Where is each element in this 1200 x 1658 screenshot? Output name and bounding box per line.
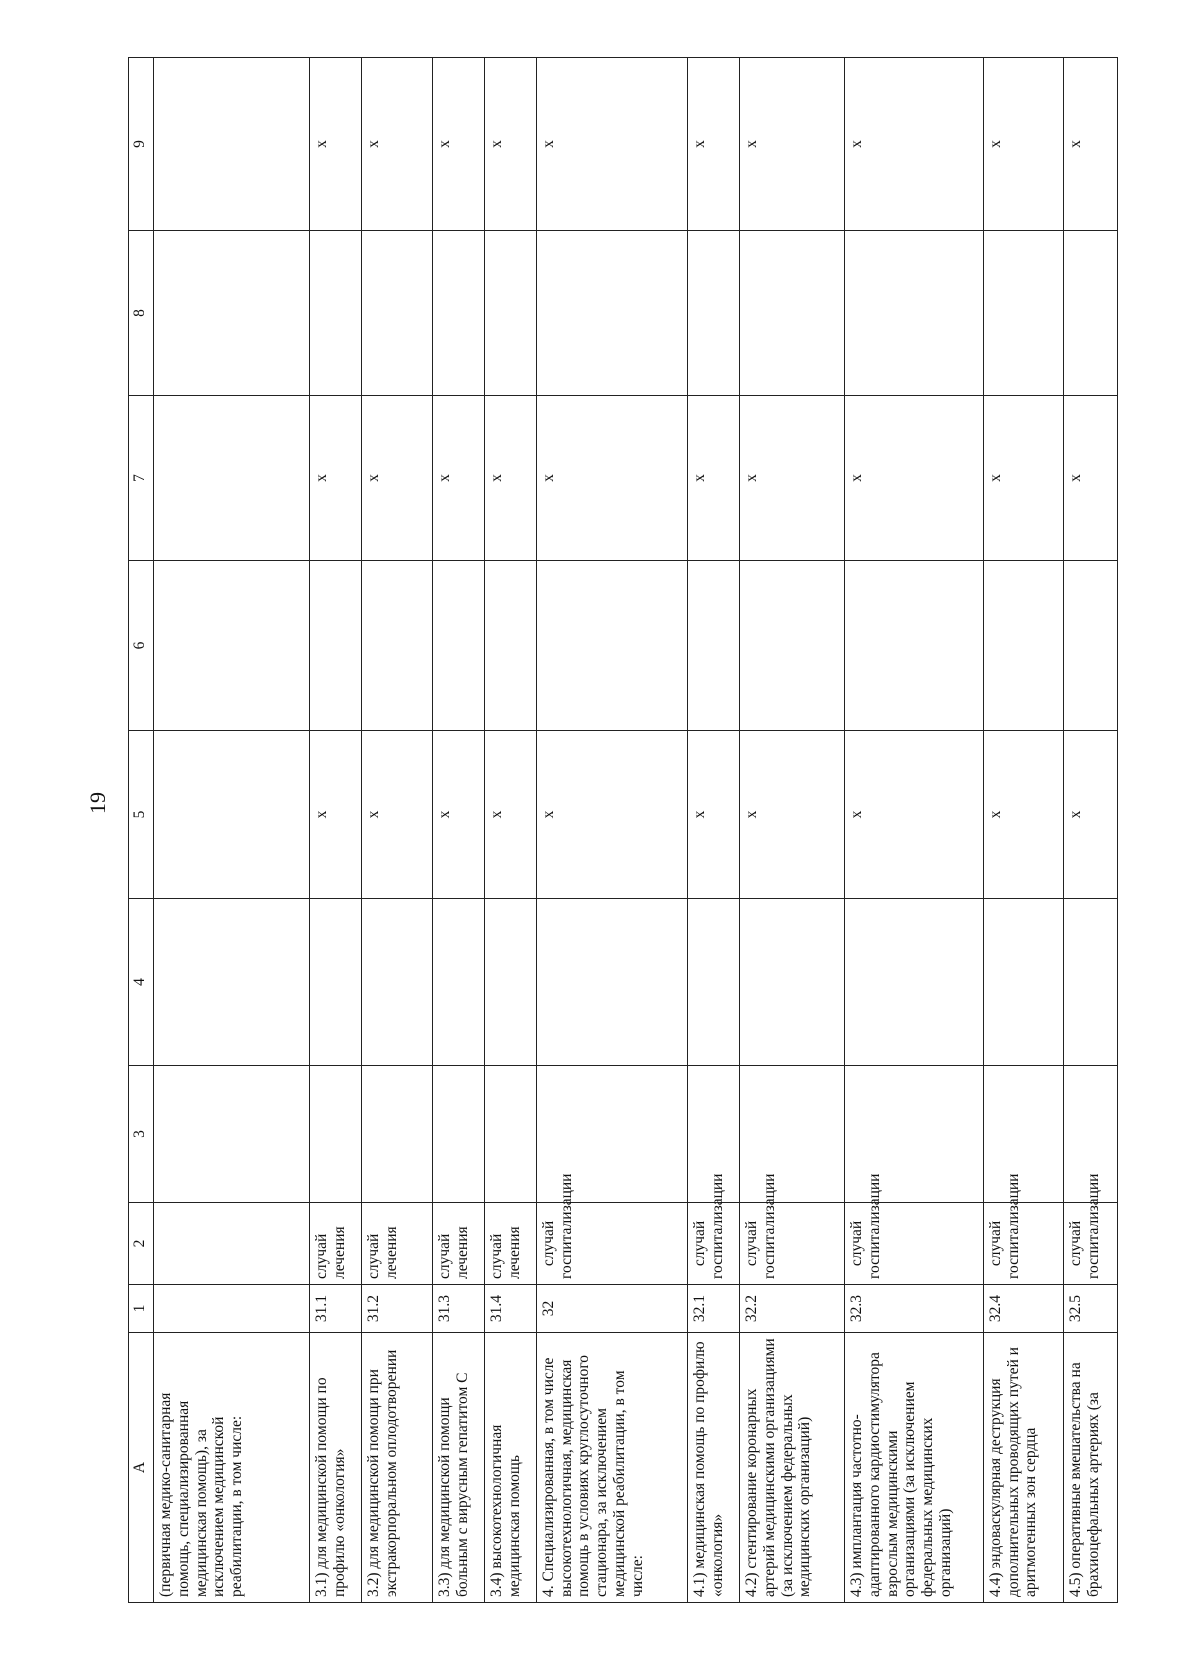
value-cell: х (983, 731, 1063, 899)
value-cell (740, 231, 845, 396)
value-cell (983, 899, 1063, 1066)
unit-cell: случай госпитализации (536, 1203, 687, 1285)
value-cell: х (1064, 58, 1118, 231)
value-cell (154, 899, 310, 1066)
value-cell: х (740, 396, 845, 561)
row-number (154, 1285, 310, 1333)
value-cell (310, 231, 362, 396)
header-cell: 9 (129, 58, 154, 231)
row-number: 31.2 (362, 1285, 433, 1333)
page-number: 19 (85, 792, 110, 814)
value-cell: х (844, 396, 983, 561)
unit-cell: случай лечения (484, 1203, 536, 1285)
table-container (128, 58, 1118, 1603)
value-cell (983, 231, 1063, 396)
row-label: 3.2) для медицинской помощи при экстракорпоральном оплодотворении (362, 1333, 433, 1603)
value-cell (536, 561, 687, 731)
table-row (362, 58, 433, 1603)
row-label: 4.5) оперативные вмешательства на брахиоцефальных артериях (за (1064, 1333, 1118, 1603)
row-number: 32.3 (844, 1285, 983, 1333)
header-cell: 6 (129, 561, 154, 731)
table-row (1064, 58, 1118, 1603)
value-cell (844, 899, 983, 1066)
value-cell (536, 231, 687, 396)
unit-cell: случай лечения (362, 1203, 433, 1285)
unit-cell: случай госпитализации (844, 1203, 983, 1285)
value-cell (362, 899, 433, 1066)
data-table (128, 57, 1118, 1603)
value-cell (1064, 231, 1118, 396)
value-cell (154, 561, 310, 731)
value-cell (740, 561, 845, 731)
value-cell (983, 561, 1063, 731)
header-cell: 8 (129, 231, 154, 396)
unit-cell: случай госпитализации (983, 1203, 1063, 1285)
value-cell (310, 561, 362, 731)
row-number: 32 (536, 1285, 687, 1333)
table-row (484, 58, 536, 1603)
row-number: 32.2 (740, 1285, 845, 1333)
value-cell: х (740, 731, 845, 899)
row-label: 4.2) стентирование коронарных артерий медицинскими организациями (за исключением федеральных медицинских организаций) (740, 1333, 845, 1603)
value-cell: х (983, 396, 1063, 561)
value-cell (484, 231, 536, 396)
unit-cell: случай лечения (310, 1203, 362, 1285)
unit-cell: случай госпитализации (1064, 1203, 1118, 1285)
value-cell: х (1064, 731, 1118, 899)
table-row (844, 58, 983, 1603)
value-cell (740, 899, 845, 1066)
value-cell (983, 1066, 1063, 1203)
table-row (310, 58, 362, 1603)
row-label: 4.4) эндоваскулярная деструкция дополнительных проводящих путей и аритмогенных зон сердца (983, 1333, 1063, 1603)
header-cell: 4 (129, 899, 154, 1066)
value-cell (154, 396, 310, 561)
value-cell: х (688, 396, 740, 561)
header-cell: 1 (129, 1285, 154, 1333)
table-row (536, 58, 687, 1603)
value-cell: х (983, 58, 1063, 231)
value-cell (844, 231, 983, 396)
value-cell (740, 1066, 845, 1203)
value-cell (688, 899, 740, 1066)
value-cell (154, 731, 310, 899)
value-cell (1064, 561, 1118, 731)
value-cell: х (432, 731, 484, 899)
value-cell: х (484, 58, 536, 231)
value-cell (432, 561, 484, 731)
row-label: 4.1) медицинская помощь по профилю «онкология» (688, 1333, 740, 1603)
row-label: 3.1) для медицинской помощи по профилю «онкология» (310, 1333, 362, 1603)
table-row (688, 58, 740, 1603)
value-cell (310, 1066, 362, 1203)
value-cell (688, 561, 740, 731)
value-cell (484, 561, 536, 731)
value-cell (484, 899, 536, 1066)
value-cell (362, 561, 433, 731)
value-cell (362, 1066, 433, 1203)
value-cell (432, 899, 484, 1066)
value-cell: х (484, 396, 536, 561)
value-cell (536, 899, 687, 1066)
value-cell (688, 231, 740, 396)
value-cell: х (362, 731, 433, 899)
value-cell: х (310, 731, 362, 899)
value-cell (1064, 899, 1118, 1066)
value-cell: х (536, 396, 687, 561)
unit-cell: случай госпитализации (688, 1203, 740, 1285)
value-cell: х (310, 396, 362, 561)
row-label: 3.3) для медицинской помощи больным с вирусным гепатитом С (432, 1333, 484, 1603)
table-row (154, 58, 310, 1603)
value-cell: х (310, 58, 362, 231)
value-cell (154, 1066, 310, 1203)
value-cell: х (536, 58, 687, 231)
header-row (129, 58, 154, 1603)
value-cell (154, 231, 310, 396)
value-cell: х (362, 58, 433, 231)
value-cell: х (432, 58, 484, 231)
value-cell: х (362, 396, 433, 561)
value-cell (154, 58, 310, 231)
value-cell (844, 561, 983, 731)
row-number: 32.4 (983, 1285, 1063, 1333)
header-cell: 2 (129, 1203, 154, 1285)
row-label: 3.4) высокотехнологичная медицинская помощь (484, 1333, 536, 1603)
header-cell: 3 (129, 1066, 154, 1203)
row-label: (первичная медико-санитарная помощь, специализированная медицинская помощь), за исключением медицинской реабилитации, в том числе: (154, 1333, 310, 1603)
table-row (740, 58, 845, 1603)
value-cell: х (740, 58, 845, 231)
value-cell: х (432, 396, 484, 561)
value-cell (362, 231, 433, 396)
value-cell (484, 1066, 536, 1203)
header-cell: 5 (129, 731, 154, 899)
table-row (432, 58, 484, 1603)
row-number: 31.4 (484, 1285, 536, 1333)
header-cell: 7 (129, 396, 154, 561)
value-cell (310, 899, 362, 1066)
value-cell (432, 1066, 484, 1203)
unit-cell: случай госпитализации (740, 1203, 845, 1285)
row-number: 32.5 (1064, 1285, 1118, 1333)
value-cell (432, 231, 484, 396)
row-number: 31.3 (432, 1285, 484, 1333)
value-cell: х (844, 731, 983, 899)
unit-cell (154, 1203, 310, 1285)
value-cell: х (688, 58, 740, 231)
value-cell: х (688, 731, 740, 899)
header-cell: А (129, 1333, 154, 1603)
row-number: 32.1 (688, 1285, 740, 1333)
unit-cell: случай лечения (432, 1203, 484, 1285)
row-label: 4.3) имплантация частотно-адаптированного кардиостимулятора взрослым медицинскими организациями (за исключением федеральных медицинских организаций) (844, 1333, 983, 1603)
row-label: 4. Специализированная, в том числе высокотехнологичная, медицинская помощь в условиях круглосуточного стационара, за исключением медицинской реабилитации, в том числе: (536, 1333, 687, 1603)
value-cell: х (536, 731, 687, 899)
table-row (983, 58, 1063, 1603)
value-cell: х (484, 731, 536, 899)
value-cell: х (1064, 396, 1118, 561)
value-cell: х (844, 58, 983, 231)
row-number: 31.1 (310, 1285, 362, 1333)
